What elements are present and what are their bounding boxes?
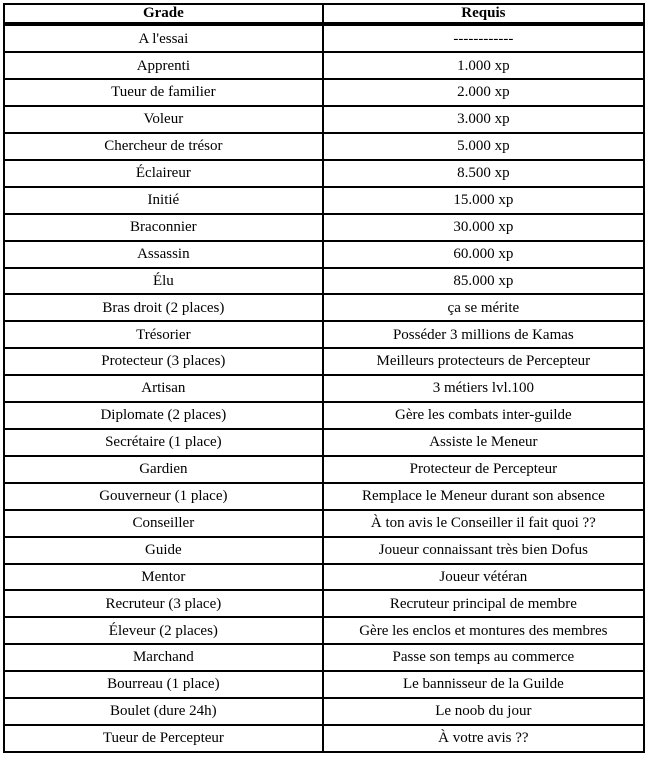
- grade-cell: Conseiller: [4, 510, 323, 537]
- table-row: [4, 348, 644, 375]
- table-row: [4, 617, 644, 644]
- requis-cell: 30.000 xp: [323, 214, 644, 241]
- grade-cell: Bourreau (1 place): [4, 671, 323, 698]
- table-row: [4, 133, 644, 160]
- guild-grades-table: [3, 3, 645, 753]
- grade-cell: Bras droit (2 places): [4, 294, 323, 321]
- requis-cell: ------------: [323, 25, 644, 52]
- requis-cell: 2.000 xp: [323, 79, 644, 106]
- table-row: [4, 402, 644, 429]
- table-row: [4, 456, 644, 483]
- grade-cell: Boulet (dure 24h): [4, 698, 323, 725]
- grade-cell: Élu: [4, 268, 323, 295]
- grade-cell: A l'essai: [4, 25, 323, 52]
- table-row: [4, 537, 644, 564]
- table-row: [4, 429, 644, 456]
- requis-cell: Assiste le Meneur: [323, 429, 644, 456]
- requis-cell: Le noob du jour: [323, 698, 644, 725]
- requis-cell: Protecteur de Percepteur: [323, 456, 644, 483]
- requis-cell: Joueur connaissant très bien Dofus: [323, 537, 644, 564]
- table-row: [4, 52, 644, 79]
- table-body: [4, 23, 644, 753]
- header-requis: Requis: [323, 4, 644, 23]
- table-row: [4, 160, 644, 187]
- grade-cell: Assassin: [4, 241, 323, 268]
- grade-cell: Braconnier: [4, 214, 323, 241]
- requis-cell: Gère les enclos et montures des membres: [323, 617, 644, 644]
- grade-cell: Voleur: [4, 106, 323, 133]
- requis-cell: Joueur vétéran: [323, 564, 644, 591]
- grade-cell: Marchand: [4, 644, 323, 671]
- table-row: [4, 671, 644, 698]
- table-row: [4, 698, 644, 725]
- table-row: [4, 106, 644, 133]
- grade-cell: Tueur de Percepteur: [4, 725, 323, 752]
- requis-cell: À votre avis ??: [323, 725, 644, 752]
- grade-cell: Éleveur (2 places): [4, 617, 323, 644]
- table-row: [4, 241, 644, 268]
- table-row: [4, 644, 644, 671]
- requis-cell: Passe son temps au commerce: [323, 644, 644, 671]
- grade-cell: Éclaireur: [4, 160, 323, 187]
- table-row: [4, 25, 644, 52]
- table-row: [4, 375, 644, 402]
- grade-cell: Recruteur (3 place): [4, 590, 323, 617]
- table-row: [4, 564, 644, 591]
- requis-cell: 8.500 xp: [323, 160, 644, 187]
- grade-cell: Artisan: [4, 375, 323, 402]
- table-row: [4, 321, 644, 348]
- table-row: [4, 268, 644, 295]
- table-row: [4, 510, 644, 537]
- requis-cell: 5.000 xp: [323, 133, 644, 160]
- table-row: [4, 590, 644, 617]
- requis-cell: Le bannisseur de la Guilde: [323, 671, 644, 698]
- requis-cell: 60.000 xp: [323, 241, 644, 268]
- requis-cell: Remplace le Meneur durant son absence: [323, 483, 644, 510]
- requis-cell: 3.000 xp: [323, 106, 644, 133]
- grade-cell: Secrétaire (1 place): [4, 429, 323, 456]
- header-grade: Grade: [4, 4, 323, 23]
- requis-cell: Posséder 3 millions de Kamas: [323, 321, 644, 348]
- table-row: [4, 725, 644, 752]
- header-row: [4, 4, 644, 23]
- table-row: [4, 294, 644, 321]
- requis-cell: À ton avis le Conseiller il fait quoi ??: [323, 510, 644, 537]
- requis-cell: Recruteur principal de membre: [323, 590, 644, 617]
- requis-cell: Meilleurs protecteurs de Percepteur: [323, 348, 644, 375]
- grade-cell: Gardien: [4, 456, 323, 483]
- grade-cell: Gouverneur (1 place): [4, 483, 323, 510]
- grade-cell: Tueur de familier: [4, 79, 323, 106]
- grade-cell: Guide: [4, 537, 323, 564]
- table-row: [4, 187, 644, 214]
- table-row: [4, 214, 644, 241]
- requis-cell: 85.000 xp: [323, 268, 644, 295]
- grade-cell: Trésorier: [4, 321, 323, 348]
- requis-cell: Gère les combats inter-guilde: [323, 402, 644, 429]
- grade-cell: Apprenti: [4, 52, 323, 79]
- requis-cell: 15.000 xp: [323, 187, 644, 214]
- table-row: [4, 79, 644, 106]
- grade-cell: Protecteur (3 places): [4, 348, 323, 375]
- grade-cell: Diplomate (2 places): [4, 402, 323, 429]
- requis-cell: 1.000 xp: [323, 52, 644, 79]
- grade-cell: Chercheur de trésor: [4, 133, 323, 160]
- table-row: [4, 483, 644, 510]
- requis-cell: ça se mérite: [323, 294, 644, 321]
- grade-cell: Initié: [4, 187, 323, 214]
- requis-cell: 3 métiers lvl.100: [323, 375, 644, 402]
- grade-cell: Mentor: [4, 564, 323, 591]
